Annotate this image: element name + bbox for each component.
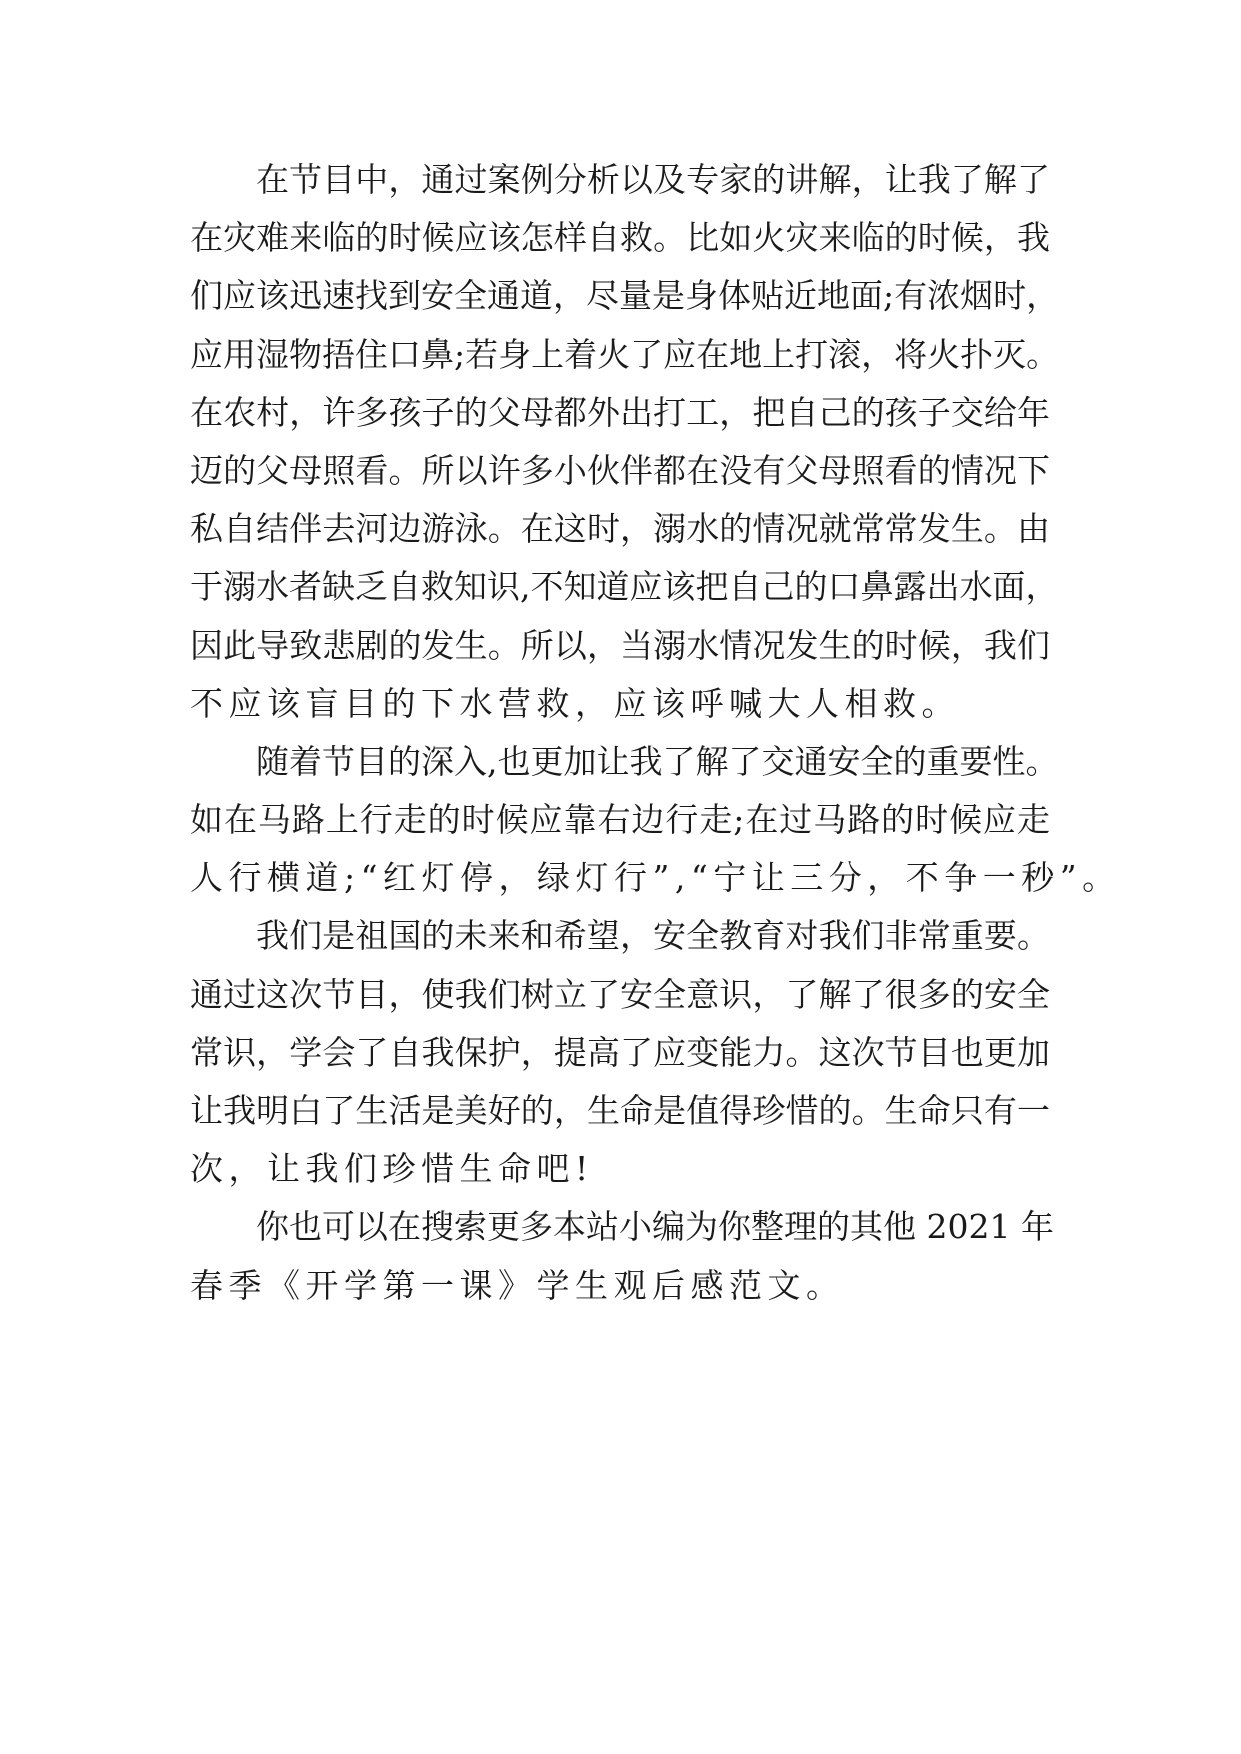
text-line: 人行横道;“红灯停，绿灯行”,“宁让三分，不争一秒”。 bbox=[190, 858, 1121, 898]
text-line: 常识，学会了自我保护，提高了应变能力。这次节目也更加 bbox=[190, 1032, 1050, 1072]
paragraph-cherish-life bbox=[190, 907, 1050, 1198]
text-line: 因此导致悲剧的发生。所以，当溺水情况发生的时候，我们 bbox=[190, 625, 1050, 665]
text-line: 春季《开学第一课》学生观后感范文。 bbox=[190, 1265, 845, 1305]
text-line: 你也可以在搜索更多本站小编为你整理的其他 2021 年 bbox=[256, 1207, 1054, 1247]
text-line: 迈的父母照看。所以许多小伙伴都在没有父母照看的情况下 bbox=[190, 450, 1050, 490]
text-line: 如在马路上行走的时候应靠右边行走;在过马路的时候应走 bbox=[190, 800, 1050, 840]
text-line: 在农村，许多孩子的父母都外出打工，把自己的孩子交给年 bbox=[190, 392, 1050, 432]
text-line: 通过这次节目，使我们树立了安全意识，了解了很多的安全 bbox=[190, 974, 1050, 1014]
text-line: 让我明白了生活是美好的，生命是值得珍惜的。生命只有一 bbox=[190, 1091, 1050, 1130]
text-line: 不应该盲目的下水营救，应该呼喊大人相救。 bbox=[190, 683, 960, 723]
document-body bbox=[190, 151, 1121, 1315]
text-line: 次，让我们珍惜生命吧! bbox=[190, 1149, 594, 1189]
text-line: 应用湿物捂住口鼻;若身上着火了应在地上打滚，将火扑灭。 bbox=[190, 334, 1060, 374]
paragraph-disaster-self-rescue bbox=[190, 151, 1060, 733]
paragraph-closing-note bbox=[190, 1198, 1054, 1314]
text-line: 在灾难来临的时候应该怎样自救。比如火灾来临的时候，我 bbox=[190, 218, 1050, 258]
text-line: 我们是祖国的未来和希望，安全教育对我们非常重要。 bbox=[256, 916, 1050, 956]
text-line: 们应该迅速找到安全通道，尽量是身体贴近地面;有浓烟时， bbox=[190, 276, 1060, 316]
text-line: 在节目中，通过案例分析以及专家的讲解，让我了解了 bbox=[256, 160, 1050, 199]
text-line: 于溺水者缺乏自救知识,不知道应该把自己的口鼻露出水面， bbox=[190, 567, 1059, 607]
paragraph-traffic-safety bbox=[190, 733, 1121, 908]
text-line: 私自结伴去河边游泳。在这时，溺水的情况就常常发生。由 bbox=[190, 509, 1050, 549]
text-line: 随着节目的深入,也更加让我了解了交通安全的重要性。 bbox=[256, 741, 1059, 781]
